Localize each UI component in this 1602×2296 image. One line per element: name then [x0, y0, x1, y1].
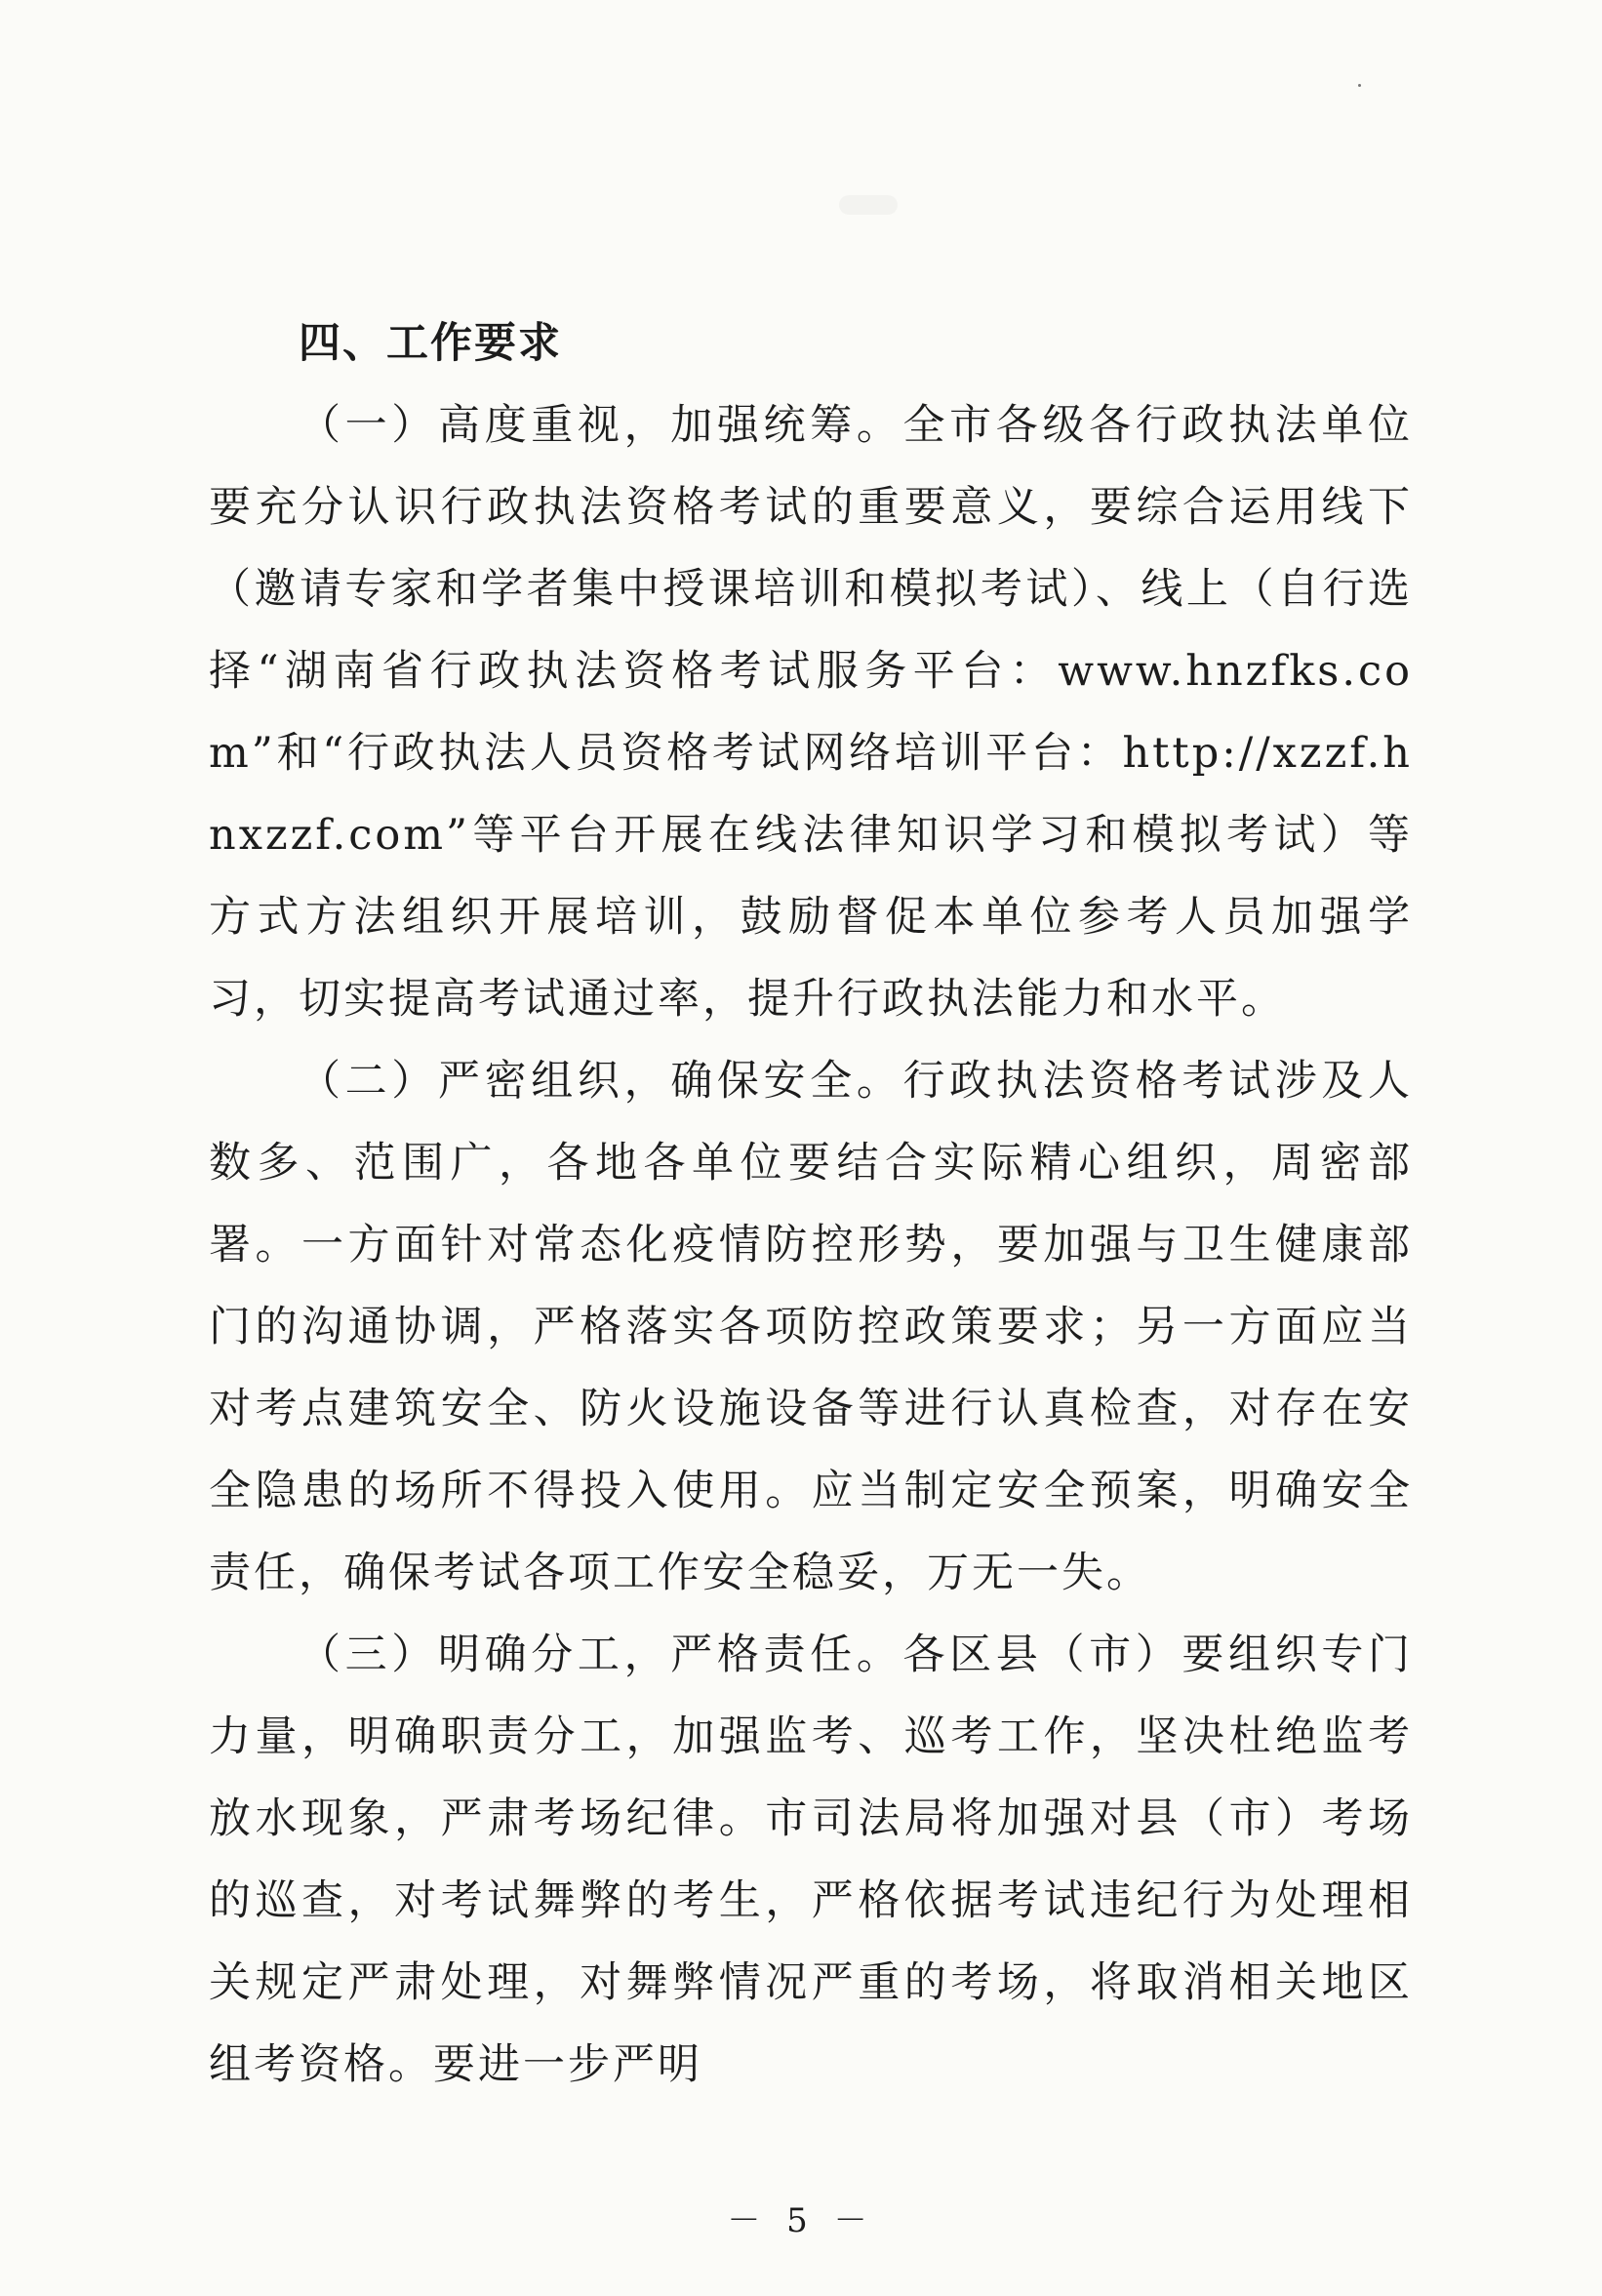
- page-number: － 5 －: [727, 2201, 875, 2240]
- section-heading: 四、工作要求: [299, 319, 562, 368]
- paragraph-1-lead: （一）高度重视，加强统筹。: [299, 401, 903, 450]
- paragraph-2: [209, 1040, 1413, 1614]
- paragraph-1: [209, 384, 1413, 1040]
- paragraph-2-text: 行政执法资格考试涉及人数多、范围广，各地各单位要结合实际精心组织，周密部署。一方面针对常态化疫情防控形势，要加强与卫生健康部门的沟通协调，严格落实各项防控政策要求；另一方面应当对考点建筑安全、防火设施设备等进行认真检查，对存在安全隐患的场所不得投入使用。应当制定安全预案，明确安全责任，确保考试各项工作安全稳妥，万无一失。: [209, 1057, 1414, 1597]
- paragraph-2-lead: （二）严密组织，确保安全。: [299, 1057, 903, 1106]
- document-body: [209, 302, 1413, 2106]
- paragraph-3-text: 各区县（市）要组织专门力量，明确职责分工，加强监考、巡考工作，坚决杜绝监考放水现象，严肃考场纪律。市司法局将加强对县（市）考场的巡查，对考试舞弊的考生，严格依据考试违纪行为处理相关规定严肃处理，对舞弊情况严重的考场，将取消相关地区组考资格。要进一步严明: [209, 1631, 1414, 2089]
- paragraph-3-lead: （三）明确分工，严格责任。: [299, 1631, 903, 1679]
- paragraph-3: [209, 1614, 1413, 2106]
- scan-artifact: [839, 195, 898, 215]
- paragraph-1-text: 全市各级各行政执法单位要充分认识行政执法资格考试的重要意义，要综合运用线下（邀请专家和学者集中授课培训和模拟考试）、线上（自行选择“湖南省行政执法资格考试服务平台：www.hnzfks.com”和“行政执法人员资格考试网络培训平台：http://xzzf.hnxzzf.com”等平台开展在线法律知识学习和模拟考试）等方式方法组织开展培训，鼓励督促本单位参考人员加强学习，切实提高考试通过率，提升行政执法能力和水平。: [209, 401, 1414, 1024]
- scan-speck: [1358, 84, 1361, 87]
